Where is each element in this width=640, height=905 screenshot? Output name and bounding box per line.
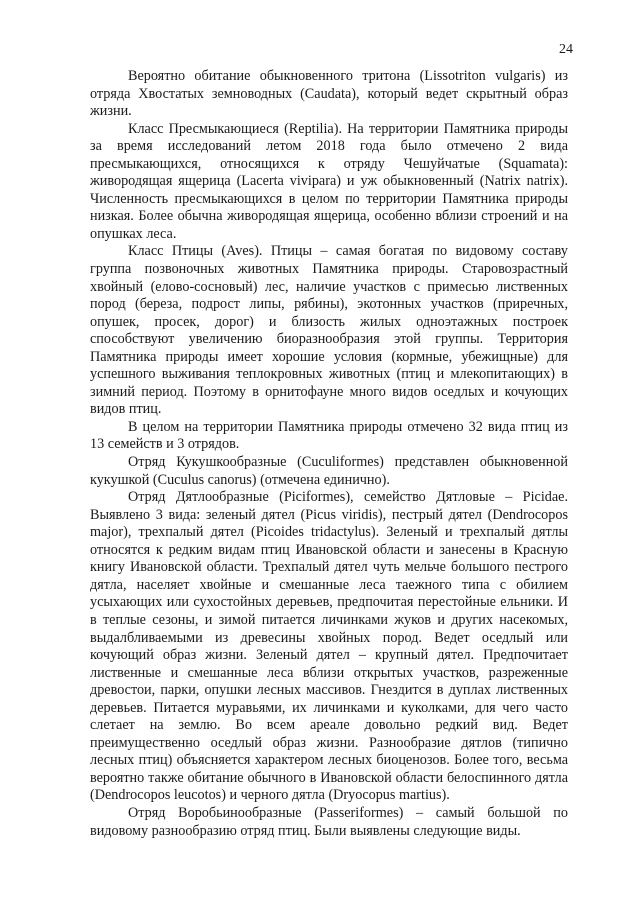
paragraph-reptilia: Класс Пресмыкающиеся (Reptilia). На территории Памятника природы за время исследований летом 2018 года было отмечено 2 вида пресмыкающихся, относящихся к отряду Чешуйчатые (Squamata): живородящая ящерица (Lacerta vivipara) и уж обыкновенный (Natrix natrix). Численность пресмыкающихся в целом по территории Памятника природы низкая. Более обычна живородящая ящерица, особенно вблизи строений и на опушках леса.: [90, 120, 568, 242]
paragraph-cuculiformes: Отряд Кукушкообразные (Cuculiformes) представлен обыкновенной кукушкой (Cuculus canorus) (отмечена единично).: [90, 454, 568, 488]
paragraph-newt: Вероятно обитание обыкновенного тритона (Lissotriton vulgaris) из отряда Хвостатых земноводных (Caudata), который ведет скрытный образ жизни.: [90, 68, 568, 120]
paragraph-piciformes: Отряд Дятлообразные (Piciformes), семейство Дятловые – Picidae. Выявлено 3 вида: зеленый дятел (Picus viridis), пестрый дятел (Dendrocopos major), трехпалый дятел (Picoides tridactylus). Зеленый и трехпалый дятлы относятся к редким видам птиц Ивановской области и занесены в Красную книгу Ивановской области. Трехпалый дятел чуть мельче большого пестрого дятла, населяет хвойные и смешанные леса таежного типа с обилием усыхающих или сухостойных деревьев, предпочитая перестойные ельники. И в теплые сезоны, и зимой питается личинками жуков и других насекомых, выдалбливаемыми из древесины хвойных пород. Ведет оседлый или кочующий образ жизни. Зеленый дятел – крупный дятел. Предпочитает лиственные и смешанные леса вблизи открытых участков, разреженные древостои, парки, опушки лесных массивов. Гнездится в дуплах лиственных деревьев. Питается муравьями, их личинками и куколками, для чего часто слетает на землю. Во всем ареале довольно редкий вид. Ведет преимущественно оседлый образ жизни. Разнообразие дятлов (типично лесных птиц) объясняется характером лесных биоценозов. Более того, весьма вероятно также обитание обычного в Ивановской области белоспинного дятла (Dendrocopos leucotos) и черного дятла (Dryocopus martius).: [90, 489, 568, 804]
paragraph-passeriformes: Отряд Воробьинообразные (Passeriformes) – самый большой по видовому разнообразию отряд птиц. Были выявлены следующие виды.: [90, 804, 568, 839]
document-body: [90, 68, 568, 840]
paragraph-bird-count: В целом на территории Памятника природы отмечено 32 вида птиц из 13 семейств и 3 отрядов.: [90, 418, 568, 453]
paragraph-aves: Класс Птицы (Aves). Птицы – самая богатая по видовому составу группа позвоночных животных Памятника природы. Старовозрастный хвойный (елово-сосновый) лес, наличие участков с примесью лиственных пород (береза, подрост липы, рябины), экотонных участков (приречных, опушек, просек, дорог) и близость жилых одноэтажных построек способствуют увеличению биоразнообразия этой группы. Территория Памятника природы имеет хорошие условия (кормные, убежищные) для успешного выживания теплокровных животных (птиц и млекопитающих) в зимний период. Поэтому в орнитофауне много видов оседлых и кочующих видов птиц.: [90, 243, 568, 418]
page-number: 24: [559, 42, 573, 57]
